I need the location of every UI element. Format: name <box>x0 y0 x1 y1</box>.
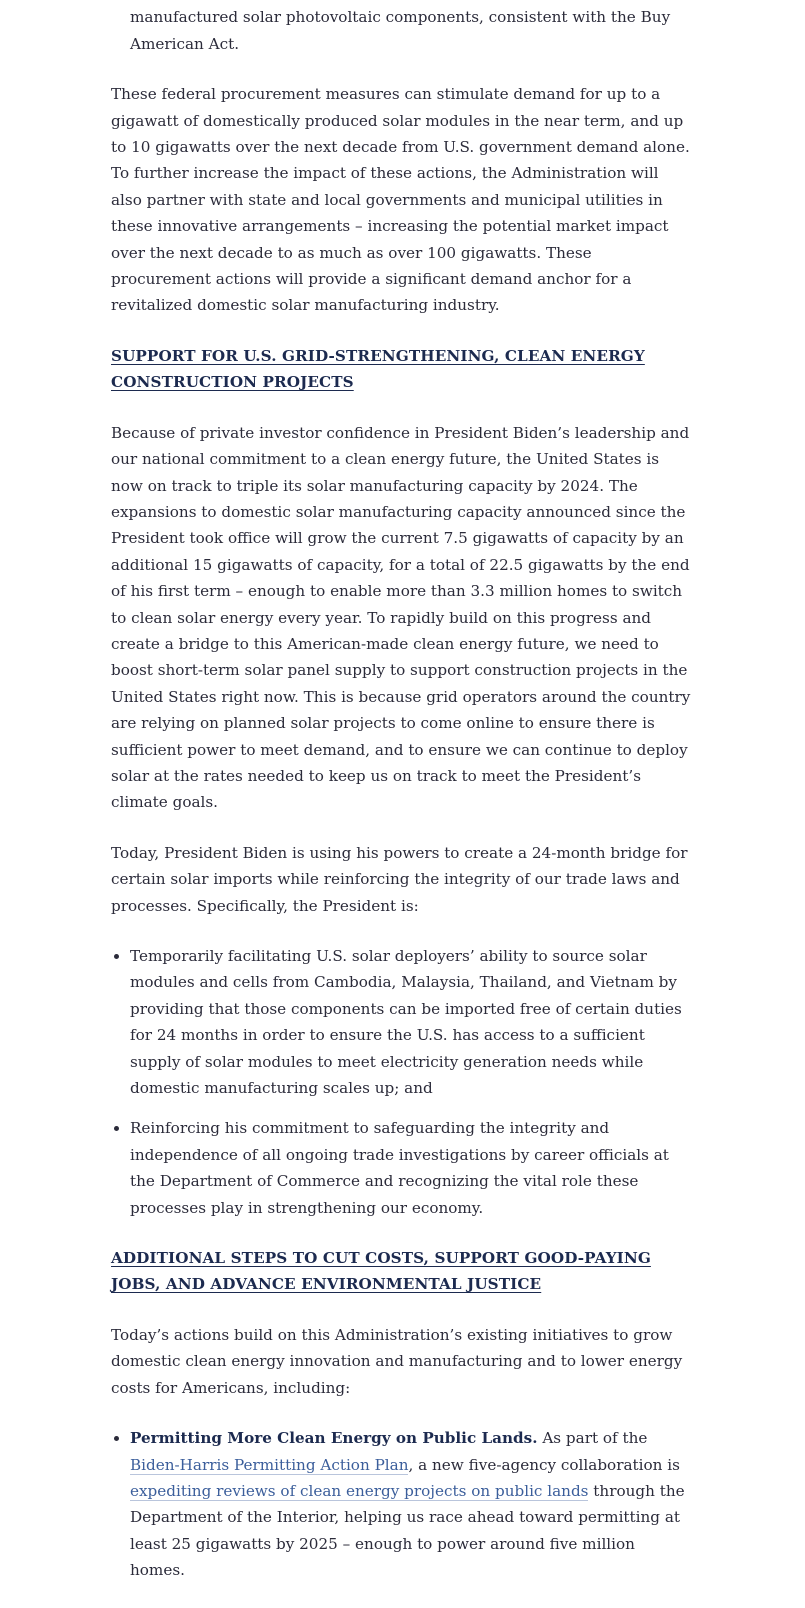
bullet-lead-text: Permitting More Clean Energy on Public Lands. <box>130 1429 538 1448</box>
bullet-text: , a new five-agency collaboration is <box>408 1455 680 1474</box>
procurement-list-continued <box>111 0 693 57</box>
confidence-paragraph: Because of private investor confidence in President Biden’s leadership and our national commitment to a clean energy future, the United States is now on track to triple its solar manufacturing capacity by 2024. The expansions to domestic solar manufacturing capacity announced since the President took office will grow the current 7.5 gigawatts of capacity by an additional 15 gigawatts of capacity, for a total of 22.5 gigawatts by the end of his first term – enough to enable more than 3.3 million homes to switch to clean solar energy every year. To rapidly build on this progress and create a bridge to this American-made clean energy future, we need to boost short-term solar panel supply to support construction projects in the United States right now. This is because grid operators around the country are relying on planned solar projects to come online to ensure there is sufficient power to meet demand, and to ensure we can continue to deploy solar at the rates needed to keep us on track to meet the President’s climate goals. <box>111 423 691 812</box>
list-item-text-line2: solar photovoltaic components, consistent with the Buy American Act. <box>130 8 671 53</box>
list-item: • Temporarily facilitating U.S. solar deployers’ ability to source solar modules and cells from Cambodia, Malaysia, Thailand, and Vietnam by providing that those components can be imported free of certain duties for 24 months in order to ensure the U.S. has access to a sufficient supply of solar modules to meet electricity generation needs while domestic manufacturing scales up; and <box>130 943 693 1101</box>
section-heading-additional: ADDITIONAL STEPS TO CUT COSTS, SUPPORT GOOD-PAYING JOBS, AND ADVANCE ENVIRONMENTAL JUSTICE <box>111 1249 651 1294</box>
clean-energy-reviews-link[interactable]: expediting reviews of clean energy projects on public lands <box>130 1481 589 1500</box>
list-item <box>130 0 693 57</box>
procurement-paragraph: These federal procurement measures can stimulate demand for up to a gigawatt of domestically produced solar modules in the near term, and up to 10 gigawatts over the next decade from U.S. government demand alone. To further increase the impact of these actions, the Administration will also partner with state and local governments and municipal utilities in these innovative arrangements – increasing the potential market impact over the next decade to as much as over 100 gigawatts. These procurement actions will provide a significant demand anchor for a revitalized domestic solar manufacturing industry. <box>111 85 690 315</box>
list-item-text-line1: manufactured <box>130 8 239 27</box>
permitting-action-plan-link[interactable]: Biden-Harris Permitting Action Plan <box>130 1455 409 1474</box>
today-paragraph: Today, President Biden is using his powers to create a 24-month bridge for certain solar imports while reinforcing the integrity of our trade laws and processes. Specifically, the President is: <box>111 843 688 915</box>
list-item-permitting <box>130 1425 693 1583</box>
president-actions-list <box>111 943 693 1221</box>
article-body <box>111 0 693 1608</box>
section-heading-grid: SUPPORT FOR U.S. GRID-STRENGTHENING, CLEAN ENERGY CONSTRUCTION PROJECTS <box>111 346 645 392</box>
bullet-text: As part of the <box>537 1429 648 1448</box>
initiatives-list <box>111 1425 693 1583</box>
bullet-text: through the Department of the Interior, helping us race ahead toward permitting at least 25 gigawatts by 2025 – enough to power around five million homes. <box>130 1481 685 1580</box>
list-item: • Reinforcing his commitment to safeguarding the integrity and independence of all ongoing trade investigations by career officials at the Department of Commerce and recognizing the vital role these processes play in strengthening our economy. <box>130 1115 693 1221</box>
actions-paragraph: Today’s actions build on this Administration’s existing initiatives to grow domestic clean energy innovation and manufacturing and to lower energy costs for Americans, including: <box>111 1325 683 1397</box>
